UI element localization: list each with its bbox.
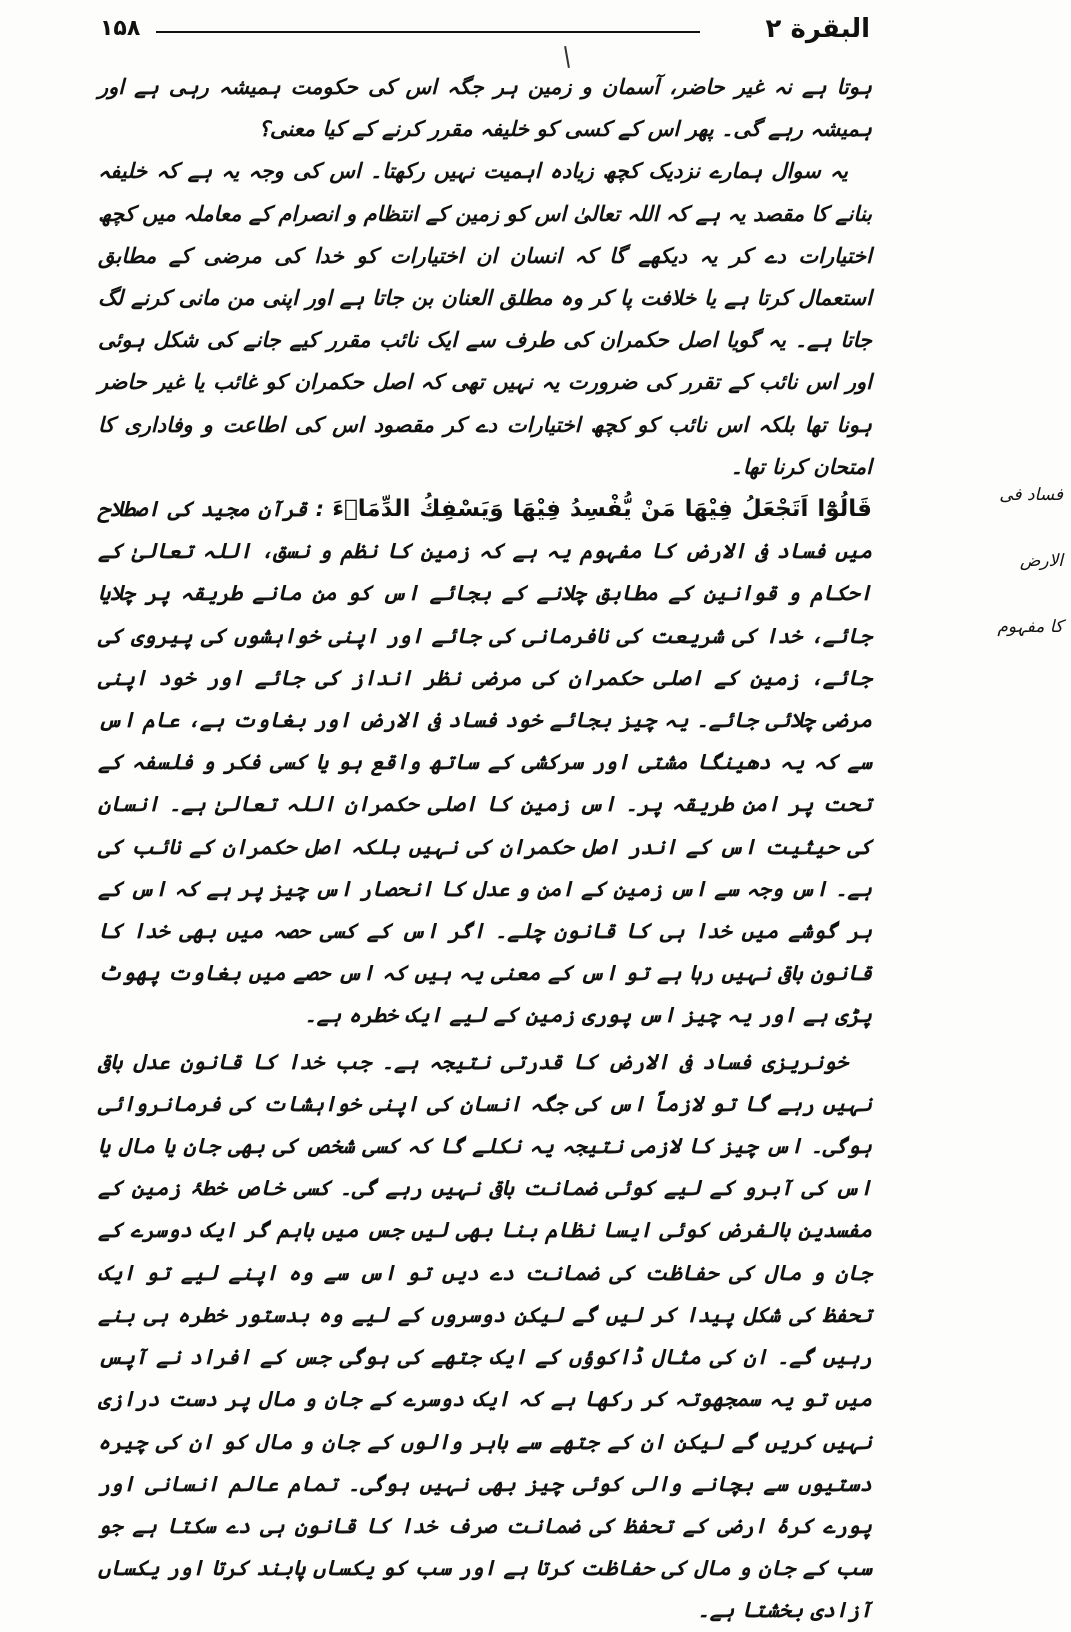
- paragraph-3-text: : قرآن مجید کی اصطلاح میں فساد فی الارض کا مفہوم یہ ہے کہ زمین کا نظم و نسق، اللہ تعالیٰ کے احکام و قوانین کے مطابق چلانے کے بجائے اس کو من مانے طریقہ پر چلایا جائے، خدا کی شریعت کی نافرمانی کی جائے اور اپنی خواہشوں کی پیروی کی جائے، زمین کے اصلی حکمران کی مرضی نظر انداز کی جائے اور خود اپنی مرضی چلائی جائے۔ یہ چیز بجائے خود فساد فی الارض اور بغاوت ہے، عام اس سے کہ یہ دھینگا مشتی اور سرکشی کے ساتھ واقع ہو یا کسی فکر و فلسفہ کے تحت پر امن طریقہ پر۔ اس زمین کا اصلی حکمران اللہ تعالیٰ ہے۔ انسان کی حیثیت اس کے اندر اصل حکمران کی نہیں بلکہ اصل حکمران کے نائب کی ہے۔ اس وجہ سے اس زمین کے امن و عدل کا انحصار اس چیز پر ہے کہ اس کے ہر گوشے میں خدا ہی کا قانون چلے۔ اگر اس کے کسی حصہ میں بھی خدا کا قانون باقی نہیں رہا ہے تو اس کے معنی یہ ہیں کہ اس حصے میں بغاوت پھوٹ پڑی ہے اور یہ چیز اس پوری زمین کے لیے ایک خطرہ ہے۔: [98, 497, 872, 1028]
- body-text: [98, 66, 872, 1632]
- margin-note: [873, 462, 1063, 637]
- surah-title: البقرة ٢: [765, 14, 870, 44]
- header-rule: [156, 31, 700, 33]
- margin-note-line-1: فساد فی الارض: [999, 485, 1063, 571]
- page-header: [100, 14, 870, 50]
- page-number: ۱۵۸: [100, 16, 141, 41]
- paragraph-4: خونریزی فساد فی الارض کا قدرتی نتیجہ ہے۔ جب خدا کا قانون عدل باقی نہیں رہے گا تو لازماً اس کی جگہ انسان کی اپنی خواہشات کی فرمانروائی ہوگی۔ اس چیز کا لازمی نتیجہ یہ نکلے گا کہ کسی شخص کی بھی جان یا مال یا اس کی آبرو کے لیے کوئی ضمانت باقی نہیں رہے گی۔ کسی خاص خطۂ زمین کے مفسدین بالفرض کوئی ایسا نظام بنا بھی لیں جس میں باہم گر ایک دوسرے کے جان و مال کی حفاظت کی ضمانت دے دیں تو اس سے وہ اپنے لیے تو ایک تحفظ کی شکل پیدا کر لیں گے لیکن دوسروں کے لیے وہ بدستور خطرہ ہی بنے رہیں گے۔ ان کی مثال ڈاکوؤں کے ایک جتھے کی ہوگی جس کے افراد نے آپس میں تو یہ سمجھوتہ کر رکھا ہے کہ ایک دوسرے کے جان و مال پر دست درازی نہیں کریں گے لیکن ان کے جتھے سے باہر والوں کے جان و مال کو ان کی چیرہ دستیوں سے بچانے والی کوئی چیز بھی نہیں ہوگی۔ تمام عالم انسانی اور پورے کرۂ ارضی کے تحفظ کی ضمانت صرف خدا کا قانون ہی دے سکتا ہے جو سب کے جان و مال کی حفاظت کرتا ہے اور سب کو یکساں پابند کرتا اور یکساں آزادی بخشتا ہے۔: [98, 1049, 872, 1623]
- paragraph-2: یہ سوال ہمارے نزدیک کچھ زیادہ اہمیت نہیں رکھتا۔ اس کی وجہ یہ ہے کہ خلیفہ بنانے کا مقصد یہ ہے کہ اللہ تعالیٰ اس کو زمین کے انتظام و انصرام کے معاملہ میں کچھ اختیارات دے کر یہ دیکھے گا کہ انسان ان اختیارات کو خدا کی مرضی کے مطابق استعمال کرتا ہے یا خلافت پا کر وہ مطلق العنان بن جاتا ہے اور اپنی من مانی کرنے لگ جاتا ہے۔ یہ گویا اصل حکمران کی طرف سے ایک نائب مقرر کیے جانے کی شکل ہوئی اور اس نائب کے تقرر کی ضرورت یہ نہیں تھی کہ اصل حکمران کو غائب یا غیر حاضر ہونا تھا بلکہ اس نائب کو کچھ اختیارات دے کر مقصود اس کی اطاعت و وفاداری کا امتحان کرنا تھا۔: [98, 159, 872, 479]
- paragraph-3: [98, 488, 872, 1037]
- quran-verse: قَالُوْٓا اَتَجْعَلُ فِيْهَا مَنْ يُّفْسِدُ فِيْهَا وَيَسْفِكُ الدِّمَاۗءَ: [332, 496, 872, 523]
- paragraph-1: ہوتا ہے نہ غیر حاضر، آسمان و زمین ہر جگہ اس کی حکومت ہمیشہ رہی ہے اور ہمیشہ رہے گی۔ پھر اس کے کسی کو خلیفہ مقرر کرنے کے کیا معنی؟: [98, 75, 872, 142]
- margin-note-line-2: کا مفہوم: [997, 617, 1063, 637]
